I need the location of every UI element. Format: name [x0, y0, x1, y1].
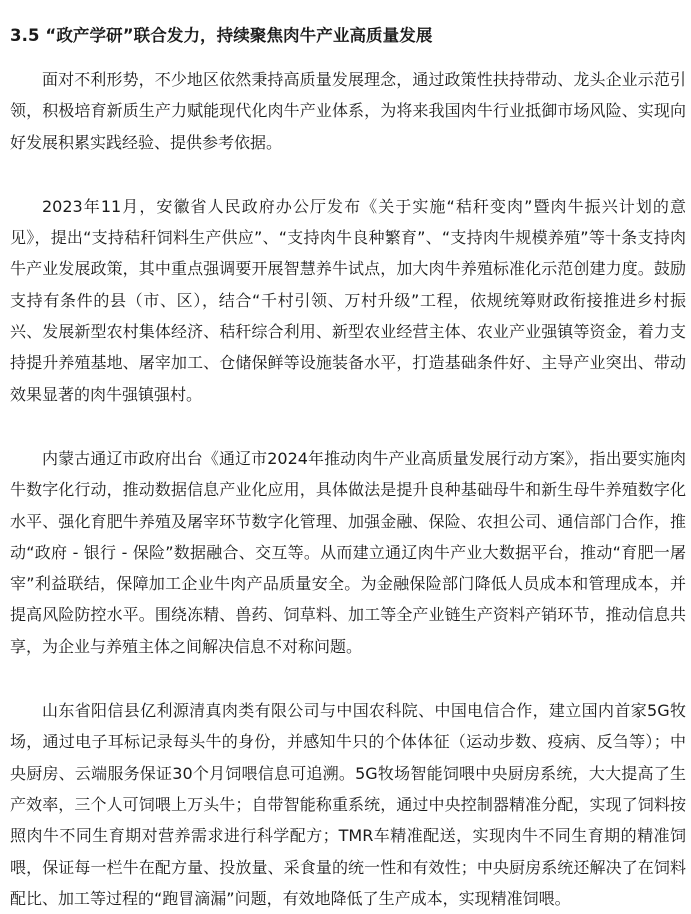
- paragraph-tongliao: 内蒙古通辽市政府出台《通辽市2024年推动肉牛产业高质量发展行动方案》，指出要实施肉牛数字化行动，推动数据信息产业化应用，具体做法是提升良种基础母牛和新生母牛养殖数字化水平、强化育肥牛养殖及屠宰环节数字化管理、加强金融、保险、农担公司、通信部门合作，推动“政府 - 银行 - 保险”数据融合、交互等。从而建立通辽肉牛产业大数据平台，推动“育肥一屠宰”利益联结，保障加工企业牛肉产品质量安全。为金融保险部门降低人员成本和管理成本，并提高风险防控水平。围绕冻精、兽药、饲草料、加工等全产业链生产资料产销环节，推动信息共享，为企业与养殖主体之间解决信息不对称问题。: [10, 448, 686, 656]
- section-title: 3.5 “政产学研”联合发力，持续聚焦肉牛产业高质量发展: [10, 26, 433, 45]
- paragraph-shandong: 山东省阳信县亿利源清真肉类有限公司与中国农科院、中国电信合作，建立国内首家5G牧场，通过电子耳标记录每头牛的身份，并感知牛只的个体体征（运动步数、疫病、反刍等）；中央厨房、云端服务保证30个月饲喂信息可追溯。5G牧场智能饲喂中央厨房系统，大大提高了生产效率，三个人可饲喂上万头牛；自带智能称重系统，通过中央控制器精准分配，实现了饲料按照肉牛不同生育期对营养需求进行科学配方；TMR车精准配送，实现肉牛不同生育期的精准饲喂，保证每一栏牛在配方量、投放量、采食量的统一性和有效性；中央厨房系统还解决了在饲料配比、加工等过程的“跑冒滴漏”问题，有效地降低了生产成本，实现精准饲喂。: [10, 701, 686, 908]
- article: [10, 24, 686, 914]
- paragraph-anhui: 2023年11月，安徽省人民政府办公厅发布《关于实施“秸秆变肉”暨肉牛振兴计划的意见》，提出“支持秸秆饲料生产供应”、“支持肉牛良种繁育”、“支持肉牛规模养殖”等十条支持肉牛产业发展政策，其中重点强调要开展智慧养牛试点，加大肉牛养殖标准化示范创建力度。鼓励支持有条件的县（市、区），结合“千村引领、万村升级”工程，依规统筹财政衔接推进乡村振兴、发展新型农村集体经济、秸秆综合利用、新型农业经营主体、农业产业强镇等资金，着力支持提升养殖基地、屠宰加工、仓储保鲜等设施装备水平，打造基础条件好、主导产业突出、带动效果显著的肉牛强镇强村。: [10, 196, 686, 404]
- paragraph-intro: 面对不利形势，不少地区依然秉持高质量发展理念，通过政策性扶持带动、龙头企业示范引领，积极培育新质生产力赋能现代化肉牛产业体系，为将来我国肉牛行业抵御市场风险、实现向好发展积累实践经验、提供参考依据。: [10, 70, 686, 152]
